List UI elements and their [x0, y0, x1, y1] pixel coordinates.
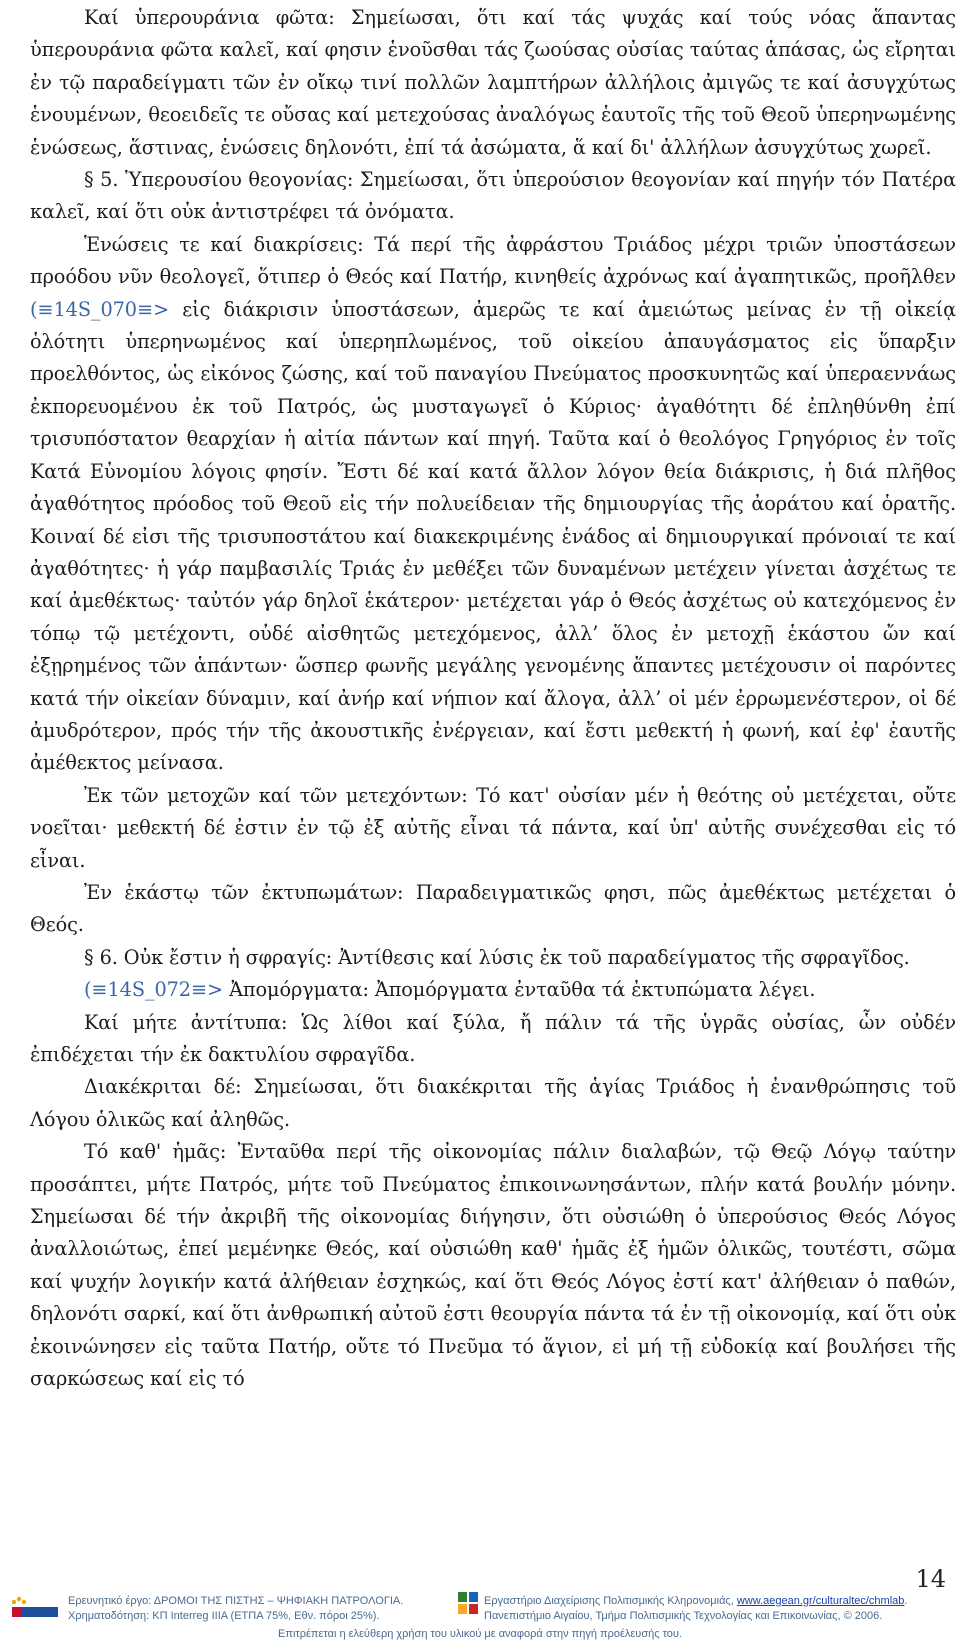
paragraph	[30, 229, 956, 780]
paragraph-text: Διακέκριται δέ: Σημείωσαι, ὅτι διακέκριται τῆς ἁγίας Τριάδος ἡ ἐνανθρώπησις τοῦ Λόγου ὁλικῶς καί ἀληθῶς.	[30, 1075, 956, 1131]
body-text	[30, 2, 956, 1395]
footer-funding: Χρηματοδότηση: ΚΠ Interreg IIIA (ΕΤΠΑ 75%, Εθν. πόροι 25%).	[68, 1610, 380, 1622]
paragraph	[30, 164, 956, 229]
paragraph	[30, 877, 956, 942]
paragraph-text: § 5. Ὑπερουσίου θεογονίας: Σημείωσαι, ὅτι ὑπερούσιον θεογονίαν καί πηγήν τόν Πατέρα καλεῖ, καί ὅτι οὐκ ἀντιστρέφει τά ὀνόματα.	[30, 168, 956, 224]
footer-project: Ερευνητικό έργο: ΔΡΟΜΟΙ ΤΗΣ ΠΙΣΤΗΣ – ΨΗΦΙΑΚΗ ΠΑΤΡΟΛΟΓΙΑ.	[68, 1595, 404, 1607]
lab-logo-icon	[458, 1592, 478, 1614]
footer	[0, 1590, 960, 1647]
footer-license: Επιτρέπεται η ελεύθερη χρήση του υλικού με αναφορά στην πηγή προέλευσής του.	[278, 1628, 682, 1640]
page-number: 14	[915, 1565, 946, 1593]
paragraph-text: § 6. Οὐκ ἔστιν ἡ σφραγίς: Ἀντίθεσις καί λύσις ἐκ τοῦ παραδείγματος τῆς σφραγῖδος.	[84, 945, 910, 969]
paragraph-text: Τό καθ' ἡμᾶς: Ἐνταῦθα περί τῆς οἰκονομίας πάλιν διαλαβών, τῷ Θεῷ Λόγῳ ταύτην προσάπτει, μήτε Πατρός, μήτε τοῦ Πνεύματος ἐπικοινωνησάντων, πλήν κατά βουλήν μόνην. Σημείωσαι δέ τήν ἀκριβῆ τῆς οἰκονομίας διήγησιν, ὅτι οὐσιώθη ὁ ὑπερούσιος Θεός Λόγος ἀναλλοιώτως, ἐπεί μεμένηκε Θεός, καί οὐσιώθη καθ' ἡμᾶς ἐξ ἡμῶν ὁλικῶς, τουτέστι, σῶμα καί ψυχήν λογικήν κατά ἀλήθειαν ἐσχηκώς, καί ὅτι Θεός Λόγος ἐστί κατ' ἀλήθειαν ὁ παθών, δηλονότι σαρκί, καί ὅτι ἀνθρωπική αὐτοῦ ἐστι θεουργία πάντα τά ἐν τῇ οἰκονομίᾳ, καί ὅτι οὐκ ἐκοινώνησεν εἰς ταῦτα Πατήρ, οὔτε τό Πνεῦμα τό ἅγιον, εἰ μή τῇ εὐδοκίᾳ καί βουλήσει τῆς σαρκώσεως καί εἰς τό	[30, 1140, 956, 1391]
footer-university: Πανεπιστήμιο Αιγαίου, Τμήμα Πολιτισμικής Τεχνολογίας και Επικοινωνίας, © 2006.	[484, 1610, 883, 1622]
paragraph	[30, 2, 956, 164]
reference-marker[interactable]: (≡14S_070≡>	[30, 297, 170, 321]
interreg-logo-icon	[8, 1594, 64, 1622]
footer-lab-link[interactable]: www.aegean.gr/culturaltec/chmlab	[736, 1595, 905, 1607]
paragraph-text: Ἐκ τῶν μετοχῶν καί τῶν μετεχόντων: Τό κατ' οὐσίαν μέν ἡ θεότης οὐ μετέχεται, οὔτε νοεῖται· μεθεκτή δέ ἐστιν ἐν τῷ ἐξ αὐτῆς εἶναι τά πάντα, καί ὑπ' αὐτῆς συνέχεσθαι εἰς τό εἶναι.	[30, 783, 956, 872]
paragraph	[30, 780, 956, 877]
paragraph-text: Καί ὑπερουράνια φῶτα: Σημείωσαι, ὅτι καί τάς ψυχάς καί τούς νόας ἅπαντας ὑπερουράνια φῶτα καλεῖ, καί φησιν ἑνοῦσθαι τάς ζωούσας οὐσίας ταύτας ἁπάσας, ὡς εἴρηται ἐν τῷ παραδείγματι τῶν ἐν οἴκῳ τινί πολλῶν λαμπτήρων ἀλλήλοις ἀμιγῶς τε καί ἀσυγχύτως ἑνουμένων, θεοειδεῖς τε οὔσας καί μετεχούσας ἀναλόγως ἑαυτοῖς τῆς τοῦ Θεοῦ ὑπερηνωμένης ἑνώσεως, ἅστινας, ἑνώσεις δηλονότι, ἐπί τά ἀσώματα, ἅ καί δι' ἀλλήλων ἀσυγχύτως χωρεῖ.	[30, 6, 956, 159]
footer-lab: Εργαστήριο Διαχείρισης Πολιτισμικής Κληρονομιάς, www.aegean.gr/culturaltec/chmlab.	[484, 1595, 908, 1607]
paragraph	[30, 1007, 956, 1072]
paragraph-text: Ἑνώσεις τε καί διακρίσεις: Τά περί τῆς ἀφράστου Τριάδος μέχρι τριῶν ὑποστάσεων προόδου νῦν θεολογεῖ, ὅτιπερ ὁ Θεός καί Πατήρ, κινηθείς ἀχρόνως καί ἀγαπητικῶς, προῆλθεν	[30, 232, 956, 289]
paragraph-text: Ἀπομόργματα: Ἀπομόργματα ἐνταῦθα τά ἐκτυπώματα λέγει.	[223, 978, 816, 1002]
paragraph-text: εἰς διάκρισιν ὑποστάσεων, ἀμερῶς τε καί ἀμειώτως μείνας ἐν τῇ οἰκείᾳ ὁλότητι ὑπερηνωμένος καί ὑπερηπλωμένος, τοῦ οἰκείου ἀπαυγάσματος εἰς ὕπαρξιν προελθόντος, ὡς εἰκόνος ζώσης, καί τοῦ παναγίου Πνεύματος προσκυνητῶς καί ὑπεραεννάως ἐκπορευομένου ἐκ τοῦ Πατρός, ὡς μυσταγωγεῖ ὁ Κύριος· ἀγαθότητι δέ ἐπληθύνθη ἐπί τρισυπόστατον θεαρχίαν ἡ αἰτία πάντων καί πηγή. Ταῦτα καί ὁ θεολόγος Γρηγόριος ἐν τοῖς Κατά Εὐνομίου λόγοις φησίν. Ἔστι δέ καί κατά ἄλλον λόγον θεία διάκρισις, ἡ διά πλῆθος ἀγαθότητος πρόοδος τοῦ Θεοῦ εἰς τήν πολυείδειαν τῆς δημιουργίας τῆς ἀοράτου καί ὁρατῆς. Κοιναί δέ εἰσι τῆς τρισυποστάτου καί διακεκριμένης ἑνάδος αἱ δημιουργικαί πρόνοιαί τε καί ἀγαθότητες· ἡ γάρ παμβασιλίς Τριάς ἐν μεθέξει τῶν δυναμένων μετέχειν γίνεται ἀσχέτως τε καί ἀμεθέκτως· ταὐτόν γάρ δηλοῖ ἑκάτερον· μετέχεται γάρ ὁ Θεός ἀσχέτως οὐ κατεχόμενος ἐν τόπῳ τῷ μετέχοντι, οὐδέ αἰσθητῶς μετεχόμενος, ἀλλ’ ὅλος ἐν μετοχῇ ἑκάστου ὤν καί ἐξῃρημένος τῶν ἁπάντων· ὥσπερ φωνῆς μεγάλης γενομένης ἅπαντες μετέχουσιν οἱ παρόντες κατά τήν οἰκείαν δύναμιν, καί ἀνήρ καί νήπιον καί ἄλογα, ἀλλ’ οἱ μέν ἐρρωμενέστερον, οἱ δέ ἀμυδρότερον, πρός τήν τῆς ἀκουστικῆς ἐνέργειαν, καί ἔστι μεθεκτή ἡ φωνή, καί ἐφ' ἑαυτῆς ἀμέθεκτος μείνασα.	[30, 297, 956, 775]
paragraph-text: Καί μήτε ἀντίτυπα: Ὡς λίθοι καί ξύλα, ἤ πάλιν τά τῆς ὑγρᾶς οὐσίας, ὧν οὐδέν ἐπιδέχεται τήν ἐκ δακτυλίου σφραγῖδα.	[30, 1010, 956, 1066]
paragraph	[30, 1071, 956, 1136]
paragraph	[30, 974, 956, 1006]
reference-marker[interactable]: (≡14S_072≡>	[84, 978, 224, 1002]
paragraph	[30, 1136, 956, 1395]
paragraph-text: Ἐν ἑκάστῳ τῶν ἐκτυπωμάτων: Παραδειγματικῶς φησι, πῶς ἀμεθέκτως μετέχεται ὁ Θεός.	[30, 880, 956, 937]
paragraph	[30, 942, 956, 974]
